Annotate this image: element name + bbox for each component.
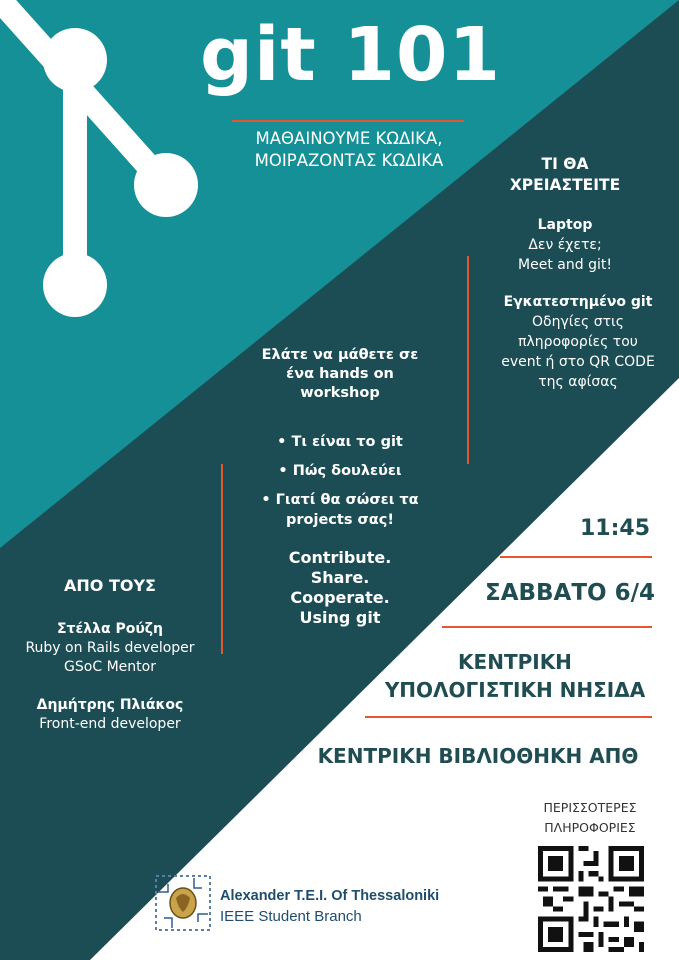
- speaker-1-role-1: Ruby on Rails developer: [25, 640, 195, 656]
- speaker-1-role-2: GSoC Mentor: [64, 659, 156, 675]
- needs-heading-line-1: ΤΙ ΘΑ: [541, 155, 589, 173]
- event-date: ΣΑΒΒΑΤΟ 6/4: [484, 580, 656, 606]
- event-building: ΚΕΝΤΡΙΚΗ ΒΙΒΛΙΟΘΗΚΗ ΑΠΘ: [317, 744, 639, 768]
- need-laptop: [470, 215, 660, 275]
- date-divider: [442, 626, 652, 628]
- event-place-line-2: ΥΠΟΛΟΓΙΣΤΙΚΗ ΝΗΣΙΔΑ: [384, 678, 646, 702]
- more-info-line-2: ΠΛΗΡΟΦΟΡΙΕΣ: [544, 820, 636, 835]
- speaker-1: [10, 620, 210, 677]
- slogan: [260, 548, 420, 628]
- workshop-intro: [240, 346, 440, 403]
- workshop-bullet-1: • Τι είναι το git: [277, 434, 403, 450]
- subtitle-line-2: ΜΟΙΡΑΖΟΝΤΑΣ ΚΩΔΙΚΑ: [254, 151, 444, 170]
- title-divider: [232, 120, 464, 122]
- place-divider: [365, 716, 652, 718]
- workshop-intro-line-1: Ελάτε να μάθετε σε: [261, 347, 419, 363]
- need-git: [483, 292, 673, 392]
- event-place-line-1: ΚΕΝΤΡΙΚΗ: [458, 650, 572, 674]
- time-divider: [500, 556, 652, 558]
- more-info-line-1: ΠΕΡΙΣΣΟΤΕΡΕΣ: [543, 800, 637, 815]
- need-git-line-2: πληροφορίες του: [518, 334, 638, 350]
- need-git-label: Εγκατεστημένο git: [503, 294, 653, 310]
- workshop-bullet-3-cont: projects σας!: [286, 512, 394, 528]
- organizer-branch: IEEE Student Branch: [220, 908, 362, 925]
- slogan-line-1: Contribute.: [288, 548, 392, 567]
- workshop-bullet-3: • Γιατί θα σώσει τα: [261, 492, 419, 508]
- speaker-2: [10, 696, 210, 734]
- need-git-line-4: της αφίσας: [538, 374, 618, 390]
- slogan-line-4: Using git: [299, 608, 381, 627]
- need-laptop-line-1: Δεν έχετε;: [528, 237, 602, 253]
- workshop-bullet-2: • Πώς δουλεύει: [278, 463, 402, 479]
- workshop-divider: [221, 464, 223, 654]
- workshop-intro-line-2: ένα hands on: [286, 366, 394, 382]
- need-git-line-1: Οδηγίες στις: [532, 314, 624, 330]
- need-git-line-3: event ή στο QR CODE: [501, 354, 655, 370]
- workshop-intro-line-3: workshop: [300, 385, 380, 401]
- speaker-1-name: Στέλλα Ρούζη: [56, 621, 164, 637]
- need-laptop-label: Laptop: [537, 217, 593, 233]
- organizer-name: Alexander T.E.I. Of Thessaloniki: [220, 888, 440, 904]
- needs-heading: [495, 154, 635, 196]
- event-time: 11:45: [579, 516, 651, 541]
- subtitle-line-1: ΜΑΘΑΙΝΟΥΜΕ ΚΩΔΙΚΑ,: [255, 129, 443, 148]
- qr-code[interactable]: [538, 846, 644, 952]
- speaker-2-role-1: Front-end developer: [39, 716, 181, 732]
- need-laptop-line-2: Meet and git!: [518, 257, 612, 273]
- slogan-line-2: Share.: [310, 568, 370, 587]
- needs-heading-line-2: ΧΡΕΙΑΣΤΕΙΤΕ: [509, 176, 621, 194]
- page-title: git 101: [200, 12, 501, 98]
- subtitle: [226, 128, 472, 172]
- event-place: [360, 648, 670, 704]
- speaker-2-name: Δημήτρης Πλιάκος: [36, 697, 184, 713]
- more-info: [520, 798, 660, 838]
- needs-divider: [467, 256, 469, 464]
- slogan-line-3: Cooperate.: [290, 588, 390, 607]
- speakers-heading: ΑΠΟ ΤΟΥΣ: [64, 576, 156, 595]
- ieee-branch-logo-icon: [152, 872, 214, 934]
